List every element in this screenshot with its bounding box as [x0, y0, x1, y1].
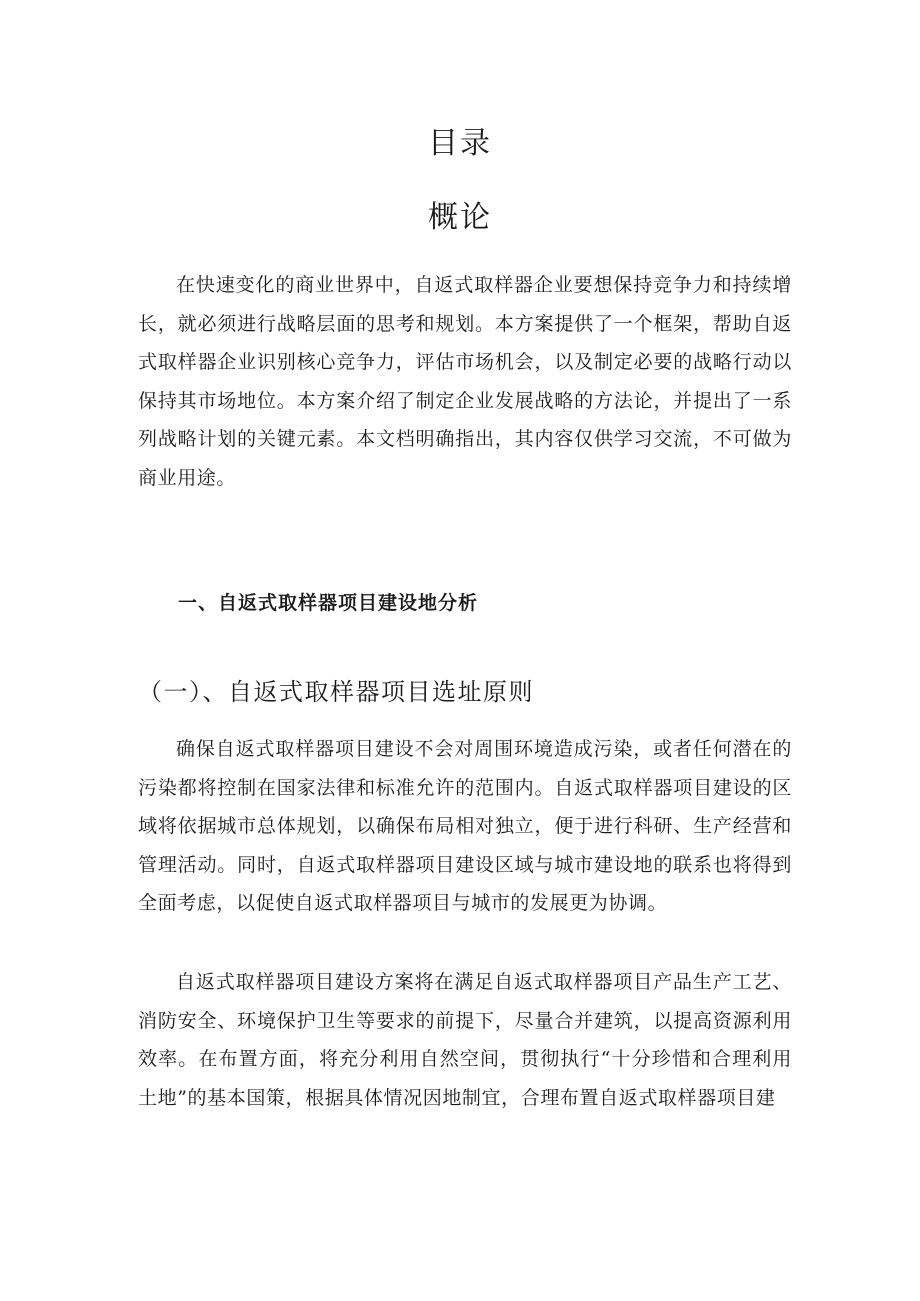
site-paragraph-1: 确保自返式取样器项目建设不会对周围环境造成污染，或者任何潜在的污染都将控制在国家法律和标准允许的范围内。自返式取样器项目建设的区域将依据城市总体规划，以确保布局相对独立，便于进行科研、生产经营和管理活动。同时，自返式取样器项目建设区域与城市建设地的联系也将得到全面考虑，以促使自返式取样器项目与城市的发展更为协调。 — [138, 738, 792, 914]
intro-title: 概论 — [428, 200, 492, 235]
section-heading: 一、自返式取样器项目建设地分析 — [178, 592, 479, 614]
subsection-heading: （一）、自返式取样器项目选址原则 — [138, 678, 534, 706]
intro-paragraph: 在快速变化的商业世界中，自返式取样器企业要想保持竞争力和持续增长，就必须进行战略层面的思考和规划。本方案提供了一个框架，帮助自返式取样器企业识别核心竞争力，评估市场机会，以及制定必要的战略行动以保持其市场地位。本方案介绍了制定企业发展战略的方法论，并提出了一系列战略计划的关键元素。本文档明确指出，其内容仅供学习交流，不可做为商业用途。 — [138, 274, 792, 489]
site-paragraph-2: 自返式取样器项目建设方案将在满足自返式取样器项目产品生产工艺、消防安全、环境保护卫生等要求的前提下，尽量合并建筑，以提高资源利用效率。在布置方面，将充分利用自然空间，贯彻执行“十分珍惜和合理利用土地”的基本国策，根据具体情况因地制宜，合理布置自返式取样器项目建 — [138, 971, 792, 1109]
toc-title: 目录 — [428, 126, 492, 161]
